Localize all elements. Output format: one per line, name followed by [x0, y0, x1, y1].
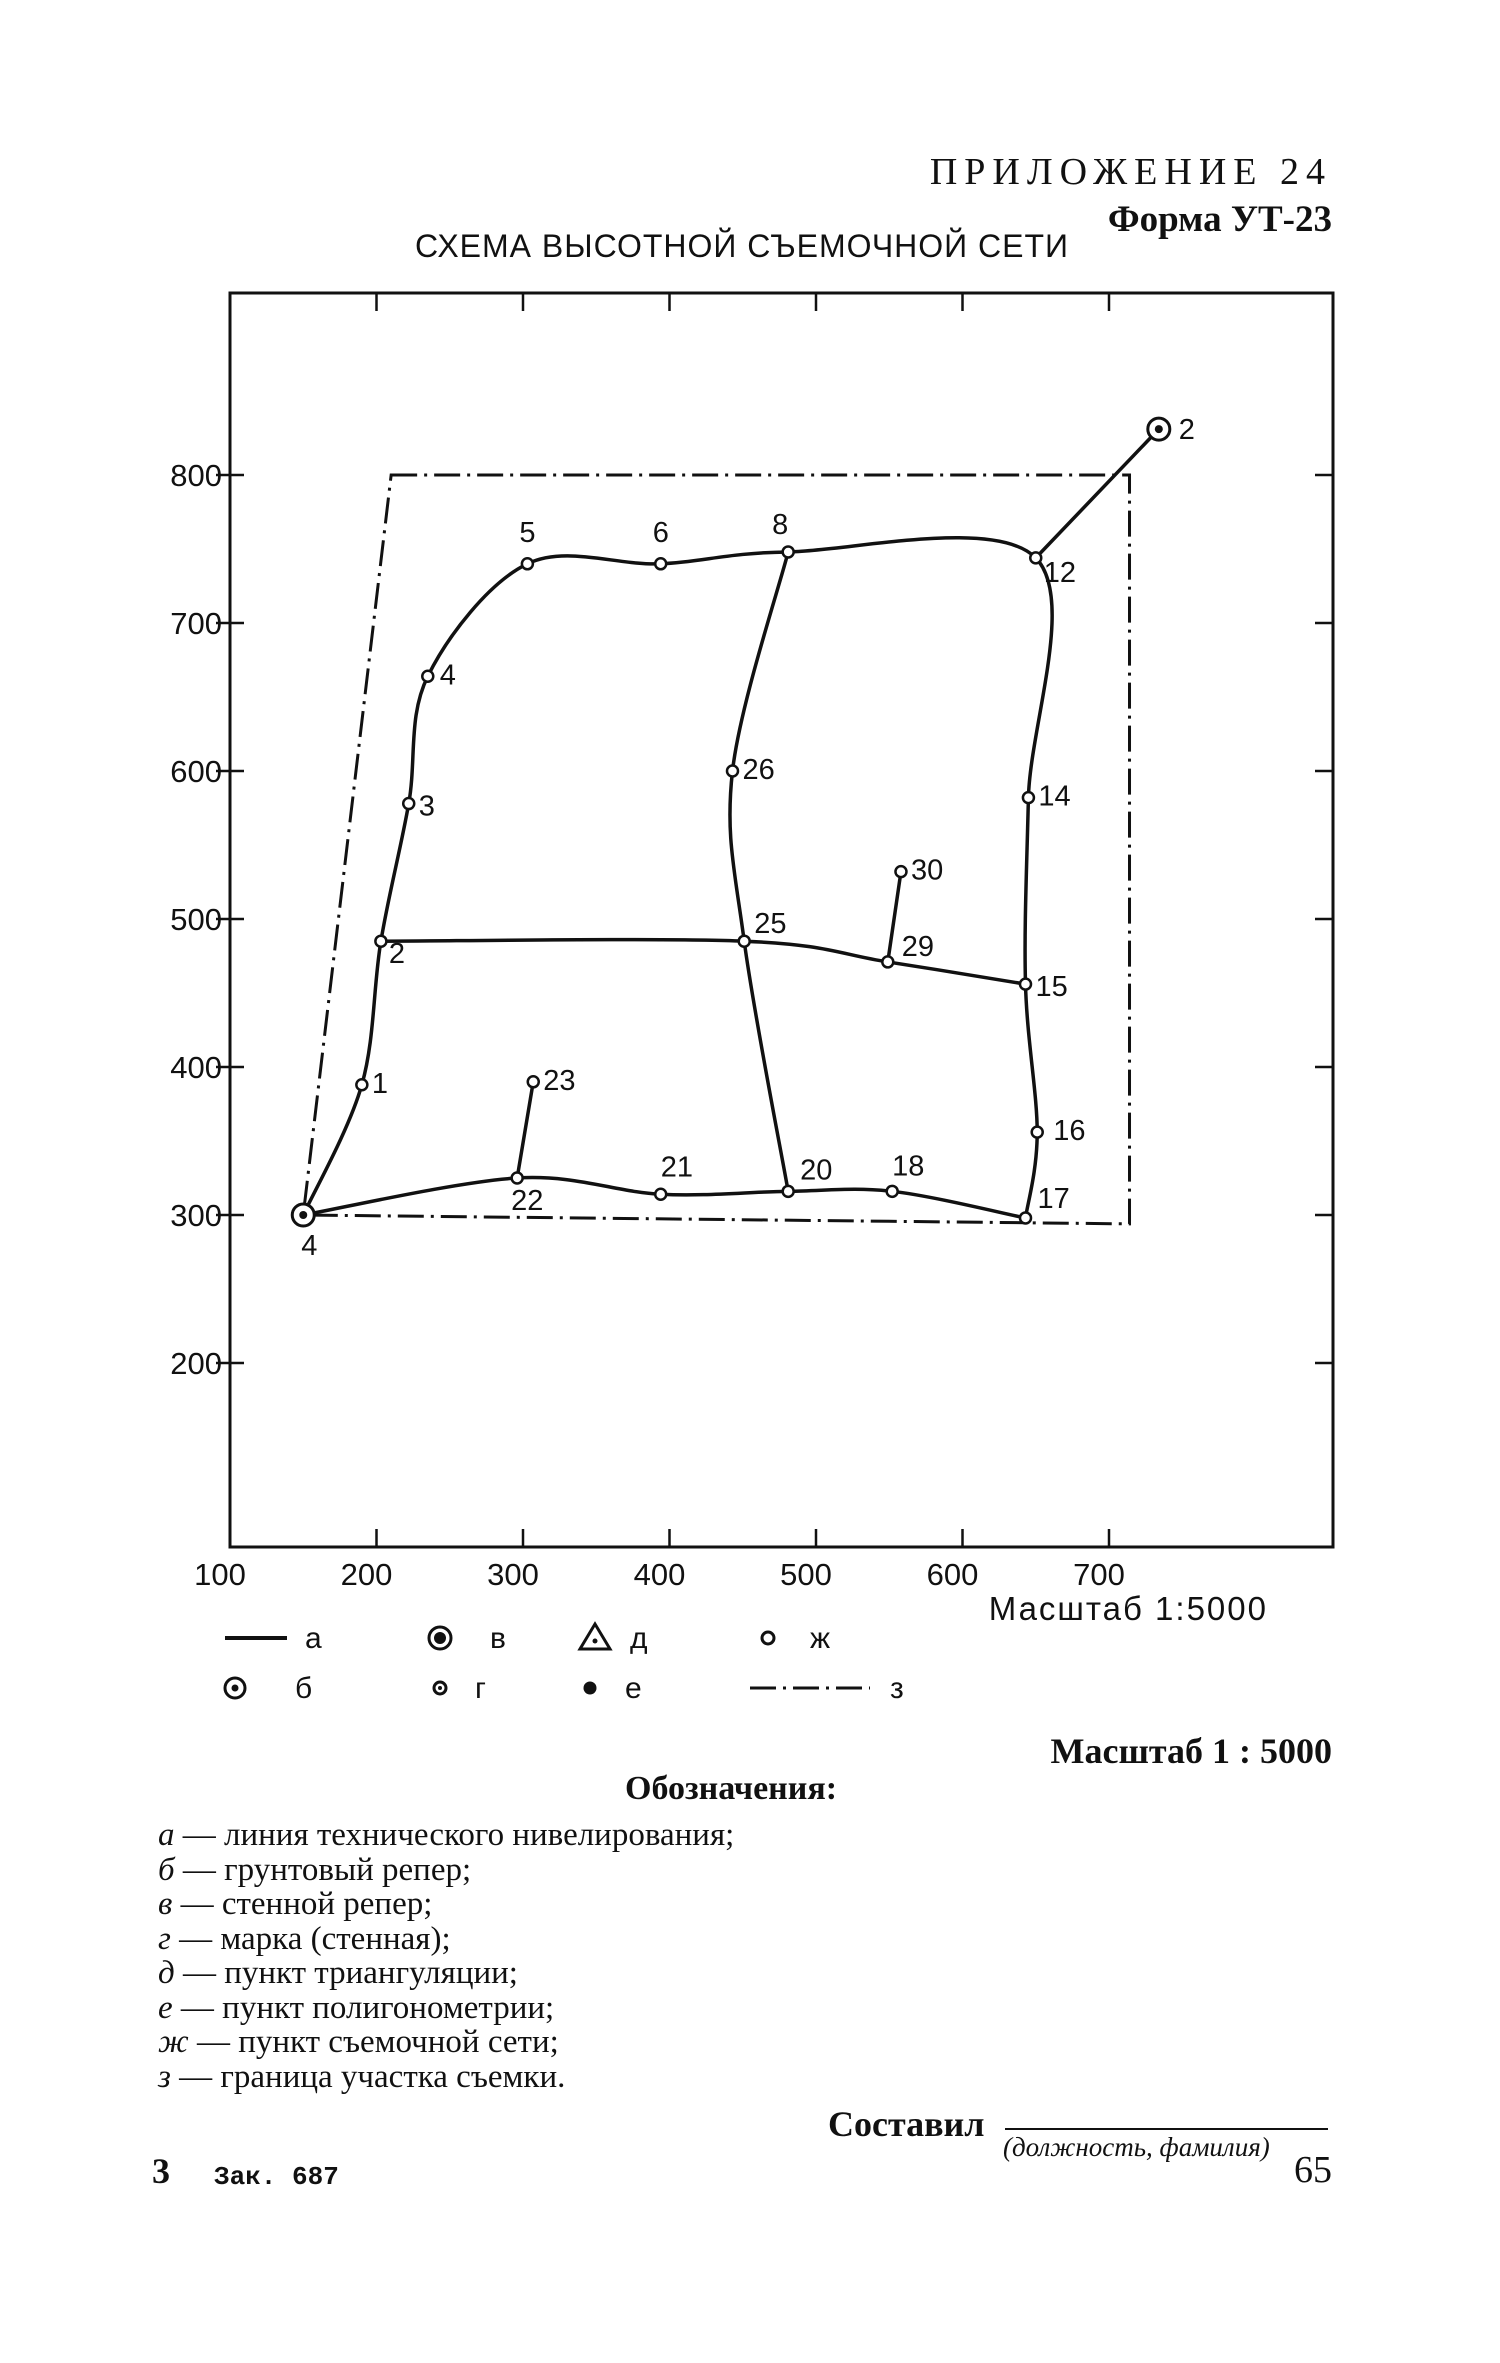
legend-symbol-dash-dot-line	[750, 1672, 904, 1700]
legend-item	[158, 2060, 734, 2095]
scale-text: Масштаб 1 : 5000	[1050, 1731, 1332, 1771]
y-axis-label: 600	[170, 754, 222, 789]
leveling-line	[1036, 429, 1159, 558]
legend-heading: Обозначения:	[625, 1770, 838, 1807]
point-label: 1	[371, 1067, 388, 1100]
survey-point-icon	[739, 936, 750, 947]
composed-by-label: Составил	[828, 2104, 985, 2144]
survey-point-icon	[727, 766, 738, 777]
legend-symbol-wall-mark	[434, 1672, 486, 1700]
legend-item	[158, 1887, 734, 1922]
legend-list	[158, 1818, 734, 2094]
survey-point-icon	[882, 956, 893, 967]
legend-item	[158, 1922, 734, 1957]
sheet-number: 3	[152, 2151, 170, 2191]
legend-symbol-wall-benchmark	[429, 1622, 506, 1655]
point-label: 30	[910, 854, 944, 887]
legend-key: д	[158, 1955, 175, 1991]
legend-text: — граница участка съемки.	[170, 2058, 566, 2095]
survey-point-icon	[375, 936, 386, 947]
y-axis-label: 300	[170, 1198, 222, 1233]
survey-point-icon	[895, 866, 906, 877]
legend-key: б	[158, 1851, 175, 1888]
symbol-legend	[225, 1622, 904, 1700]
point-label: 2	[388, 938, 406, 971]
y-axis-label: 800	[170, 458, 222, 493]
x-axis-label: 500	[780, 1557, 832, 1592]
point-label: 20	[800, 1154, 833, 1187]
signature-line	[1005, 2128, 1328, 2130]
point-label: 17	[1037, 1182, 1070, 1215]
survey-point-icon	[783, 1186, 794, 1197]
form-number: Форма УТ-23	[1107, 199, 1332, 240]
point-label: 2	[1178, 414, 1195, 447]
point-label: 22	[511, 1185, 544, 1217]
page-number: 65	[1294, 2149, 1332, 2191]
survey-point-icon	[512, 1173, 523, 1184]
triangulation-center	[593, 1639, 598, 1644]
legend-symbol-key: з	[890, 1672, 904, 1700]
polygonometry-point-icon	[584, 1682, 597, 1695]
point-label: 4	[301, 1230, 318, 1262]
benchmark-center	[1155, 425, 1163, 433]
survey-point-icon	[1020, 1212, 1031, 1223]
survey-point-icon	[783, 546, 794, 557]
legend-key: ж	[158, 2024, 189, 2060]
survey-point-icon	[655, 1189, 666, 1200]
legend-key: з	[158, 2058, 171, 2095]
legend-item	[158, 1853, 734, 1888]
x-axis-label: 100	[194, 1557, 246, 1592]
wall-mark-center	[438, 1686, 442, 1690]
legend-key: а	[158, 1817, 175, 1853]
survey-point-icon	[1020, 979, 1031, 990]
legend-symbol-key: в	[490, 1622, 506, 1655]
legend-symbol-key: ж	[810, 1622, 831, 1655]
legend-text: — пункт полигонометрии;	[172, 1989, 555, 2026]
order-number: Зак. 687	[214, 2162, 339, 2192]
legend-text: — пункт съемочной сети;	[188, 2024, 559, 2060]
leveling-line	[730, 552, 788, 1191]
legend-key: г	[158, 1920, 171, 1957]
leveling-line	[517, 1082, 533, 1178]
survey-point-icon	[403, 798, 414, 809]
legend-text: — стенной репер;	[172, 1886, 433, 1922]
benchmark-center	[299, 1211, 307, 1219]
y-axis-label: 500	[170, 902, 222, 937]
y-axis-label: 200	[170, 1346, 222, 1381]
legend-symbol-key: г	[475, 1672, 486, 1700]
legend-text: — пункт триангуляции;	[174, 1955, 518, 1991]
survey-point-icon	[1023, 792, 1034, 803]
survey-point-icon	[655, 558, 666, 569]
survey-point-icon	[356, 1079, 367, 1090]
survey-point-icon	[1032, 1127, 1043, 1138]
point-label: 15	[1035, 971, 1068, 1004]
point-label: 12	[1043, 556, 1077, 589]
triangulation-point-icon	[580, 1624, 610, 1649]
scheme-title: СХЕМА ВЫСОТНОЙ СЪЕМОЧНОЙ СЕТИ	[415, 228, 1070, 264]
point-label: 8	[772, 508, 789, 541]
x-axis-label: 200	[340, 1557, 393, 1592]
point-labels	[301, 414, 1195, 1262]
axis-labels	[170, 458, 1268, 1627]
point-label: 16	[1053, 1115, 1086, 1148]
point-label: 6	[652, 516, 669, 549]
legend-symbol-solid-line	[225, 1622, 322, 1655]
leveling-lines	[303, 429, 1159, 1218]
legend-symbol-key: б	[295, 1672, 313, 1700]
legend-text: — линия технического нивелирования;	[174, 1817, 735, 1853]
legend-key: в	[158, 1886, 173, 1922]
point-label: 26	[742, 754, 775, 786]
legend-item	[158, 1991, 734, 2026]
appendix-number: ПРИЛОЖЕНИЕ 24	[929, 151, 1332, 193]
point-label: 21	[660, 1151, 693, 1184]
ground-benchmark-center	[232, 1685, 239, 1692]
point-label: 3	[418, 790, 435, 823]
x-axis-label: 600	[926, 1557, 979, 1592]
point-label: 29	[901, 930, 935, 963]
point-label: 25	[754, 908, 787, 941]
legend-symbol-survey-point	[762, 1622, 830, 1655]
legend-key: е	[158, 1989, 173, 2026]
leveling-line	[888, 872, 901, 962]
point-label: 5	[519, 516, 536, 549]
legend-item	[158, 2025, 734, 2060]
legend-item	[158, 1818, 734, 1853]
survey-point-icon	[522, 558, 533, 569]
y-axis-label: 700	[170, 606, 222, 641]
legend-item	[158, 1956, 734, 1991]
diagram-scale-label: Масштаб 1:5000	[988, 1590, 1268, 1627]
x-axis-label: 300	[487, 1557, 539, 1592]
survey-point-icon	[528, 1076, 539, 1087]
y-axis-label: 400	[170, 1050, 222, 1085]
legend-symbol-polygonometry-point	[584, 1672, 642, 1700]
point-label: 14	[1038, 780, 1071, 813]
signature-caption: (должность, фамилия)	[1003, 2132, 1270, 2162]
x-axis-label: 400	[633, 1557, 686, 1592]
survey-point-icon	[887, 1186, 898, 1197]
legend-symbol-key: е	[625, 1672, 642, 1700]
point-label: 23	[543, 1064, 576, 1097]
survey-point-icon	[1030, 552, 1041, 563]
legend-symbol-key: д	[630, 1622, 648, 1655]
survey-area-boundary	[303, 475, 1129, 1224]
legend-text: — марка (стенная);	[170, 1920, 451, 1957]
legend-symbol-key: а	[305, 1622, 322, 1655]
legend-text: — грунтовый репер;	[174, 1851, 472, 1888]
legend-symbol-triangulation-point	[580, 1622, 648, 1655]
survey-point-icon	[422, 671, 433, 682]
point-label: 4	[439, 659, 456, 692]
survey-point-icon	[762, 1632, 774, 1644]
point-label: 18	[892, 1150, 925, 1183]
legend-symbol-ground-benchmark	[225, 1672, 312, 1700]
wall-benchmark-center	[434, 1632, 446, 1644]
boundary-polygon	[303, 475, 1129, 1224]
x-axis-label: 700	[1073, 1557, 1125, 1592]
